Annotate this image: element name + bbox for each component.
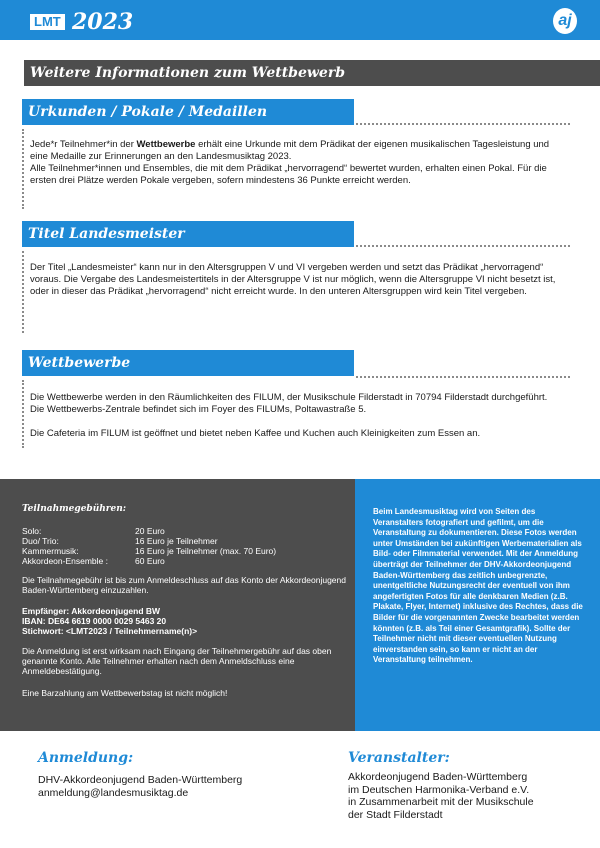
organizer-line: Akkordeonjugend Baden-Württemberg xyxy=(348,771,528,783)
bank-reference: Stichwort: <LMT2023 / Teilnehmername(n)> xyxy=(22,626,198,636)
fee-row xyxy=(22,536,342,546)
bank-recipient: Empfänger: Akkordeonjugend BW xyxy=(22,606,161,616)
organizer-line: im Deutschen Harmonika-Verband e.V. xyxy=(348,783,530,796)
section-title-contests: Wettbewerbe xyxy=(28,355,131,371)
fees-validity-note xyxy=(22,646,347,676)
fees-transfer-note xyxy=(22,575,347,595)
fee-value: 16 Euro je Teilnehmer xyxy=(135,536,218,546)
fee-value: 60 Euro xyxy=(135,556,165,566)
section-header-champion xyxy=(22,221,354,247)
transfer-note-text: Die Teilnahmegebühr ist bis zum Anmeldeschluss auf das Konto der Akkordeonjugend Baden-Württemberg einzuzahlen. xyxy=(22,575,346,595)
organizer-line: in Zusammenarbeit mit der Musikschule xyxy=(348,796,534,808)
bank-details xyxy=(22,606,347,636)
fee-value: 20 Euro xyxy=(135,526,165,536)
fee-label: Duo/ Trio: xyxy=(22,536,59,546)
fee-value: 16 Euro je Teilnehmer (max. 70 Euro) xyxy=(135,546,277,556)
registration-title: Anmeldung: xyxy=(38,750,134,766)
lmt-logo: LMT xyxy=(30,14,65,30)
dotted-margin xyxy=(22,380,24,448)
logo-year: 2023 xyxy=(72,9,134,35)
registration-email-link[interactable]: anmeldung@landesmusiktag.de xyxy=(38,786,189,799)
organizer-title: Veranstalter: xyxy=(348,750,450,766)
awards-paragraph-2: Alle Teilnehmer*innen und Ensembles, die mit dem Prädikat „hervorragend“ bewertet wurden, erhalten einen Pokal. Für die ersten drei Plätze werden Pokale vergeben, sofern mindestens 36 Punkte erreicht werden. xyxy=(30,163,547,186)
fee-label: Solo: xyxy=(22,526,42,536)
champion-text xyxy=(30,262,560,298)
page-title-bar xyxy=(24,60,600,86)
page-title: Weitere Informationen zum Wettbewerb xyxy=(30,65,346,81)
dotted-divider xyxy=(356,123,570,125)
awards-p1-bold: Wettbewerbe xyxy=(136,139,196,150)
fee-label: Kammermusik: xyxy=(22,546,79,556)
contests-paragraph-1: Die Wettbewerbe werden in den Räumlichkeiten des FILUM, der Musikschule Filderstadt in 70794 Filderstadt durchgeführt. Die Wettbewerbs-Zentrale befindet sich im Foyer des FILUMs, Poltawastraße 5. xyxy=(30,392,548,415)
awards-text xyxy=(30,139,560,187)
section-title-champion: Titel Landesmeister xyxy=(28,226,185,242)
bank-iban: IBAN: DE64 6619 0000 0029 5463 20 xyxy=(22,616,167,626)
photo-notice-text: Beim Landesmusiktag wird von Seiten des Veranstalters fotografiert und gefilmt, um die Veranstaltung zu dokumentieren. Diese Fotos werden unter Umständen bei zukünftigen Werbematerialien als Bild- oder Filmmaterial verwendet. Mit der Anmeldung überträgt der Teilnehmer der DHV-Akkordeonjugend Baden-Württemberg das zeitlich unbegrenzte, unentgeltliche Nutzungsrecht der eventuell von ihm angefertigten Fotos für alle denkbaren Medien (z.B. Plakate, Flyer, Internet) inklusive des Rechtes, dass die Bilder für die vorgenannten Zwecke bearbeitet werden könnten (z.B. als Teil einer Gesamtgrafik). Sollte der Teilnehmer nicht mit dieser eventuellen Nutzung einverstanden sein, so kann er nicht an der Veranstaltung teilnehmen. xyxy=(373,507,583,665)
contests-paragraph-2: Die Cafeteria im FILUM ist geöffnet und bietet neben Kaffee und Kuchen auch Kleinigkeiten zum Essen an. xyxy=(30,428,481,439)
contests-text xyxy=(30,392,560,440)
organizer-line: der Stadt Filderstadt xyxy=(348,808,443,821)
fees-cash-note xyxy=(22,688,347,698)
registration-org: DHV-Akkordeonjugend Baden-Württemberg xyxy=(38,774,243,786)
fee-row xyxy=(22,526,342,536)
dotted-divider xyxy=(356,376,570,378)
fee-label: Akkordeon-Ensemble : xyxy=(22,556,108,566)
organizer-details xyxy=(348,771,534,821)
section-header-contests xyxy=(22,350,354,376)
champion-paragraph-1: Der Titel „Landesmeister“ kann nur in den Altersgruppen V und VI vergeben werden und setzt das Prädikat „hervorragend“ voraus. Die Vergabe des Landesmeistertitels in der Altersgruppe V ist nur möglich, wenn die Altersgruppe VI nicht besetzt ist, oder in dieser das Prädikat „hervorragend“ nicht erreicht wurde. In den unteren Altersgruppen wird kein Titel vergeben. xyxy=(30,262,556,297)
dotted-divider xyxy=(356,245,570,247)
aj-logo-icon: aj xyxy=(553,8,577,34)
section-header-awards xyxy=(22,99,354,125)
dotted-margin xyxy=(22,251,24,333)
section-title-awards: Urkunden / Pokale / Medaillen xyxy=(28,104,268,120)
cash-note-text: Eine Barzahlung am Wettbewerbstag ist nicht möglich! xyxy=(22,688,228,698)
header-bar xyxy=(0,0,600,40)
fee-row xyxy=(22,556,342,566)
fees-title: Teilnahmegebühren: xyxy=(22,504,127,514)
awards-paragraph-1 xyxy=(30,139,560,163)
registration-details xyxy=(38,774,242,799)
validity-note-text: Die Anmeldung ist erst wirksam nach Eingang der Teilnehmergebühr auf das oben genannte Konto. Alle Teilnehmer erhalten nach dem Anmeldschluss eine Anmeldebestätigung. xyxy=(22,646,332,676)
awards-p1-lead: Jede*r Teilnehmer*in der xyxy=(30,139,137,150)
fee-row xyxy=(22,546,342,556)
dotted-margin xyxy=(22,129,24,209)
awards-p1-rest: erhält eine Urkunde mit dem Prädikat der eigenen musikalischen Tagesleistung und eine Medaille zur Erinnerungen an den Landesmusiktag 2023. xyxy=(30,139,550,162)
